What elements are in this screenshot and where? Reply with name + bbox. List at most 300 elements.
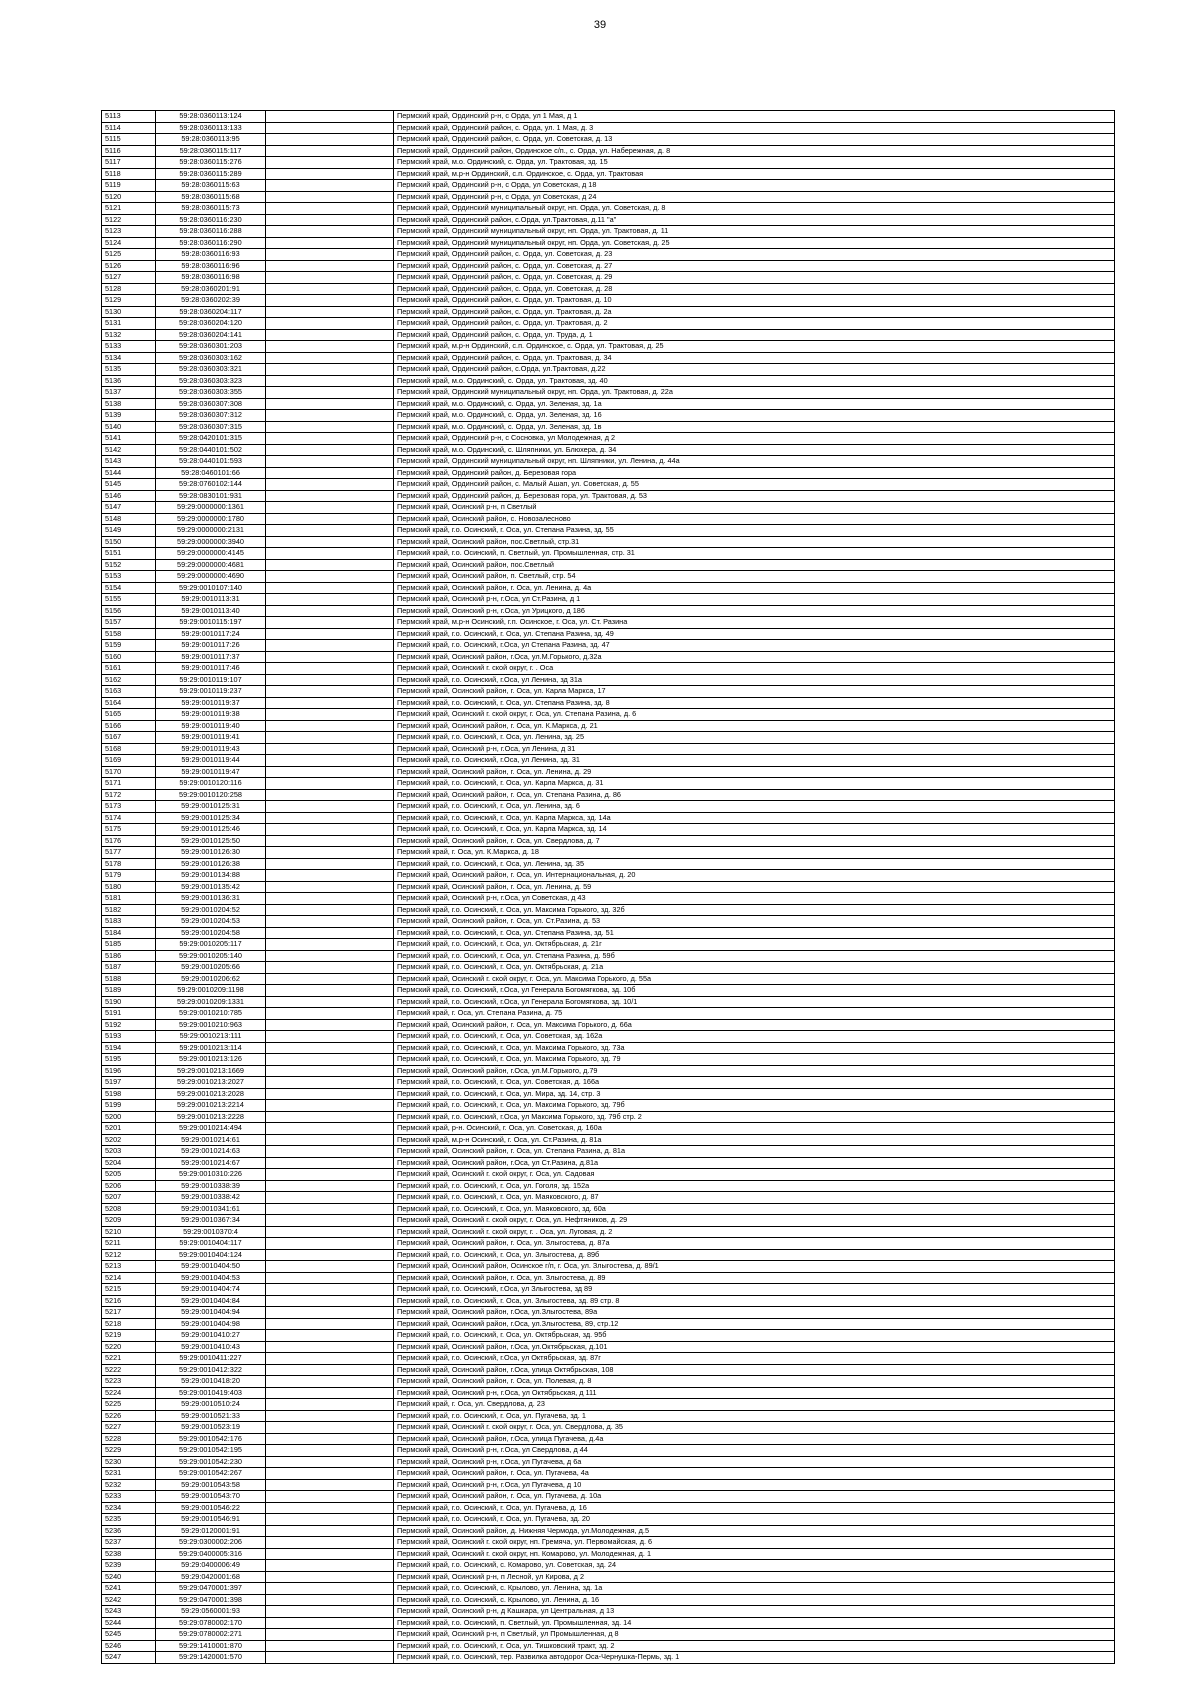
table-row [102,249,1115,261]
table-row [102,904,1115,916]
row-number-cell: 5117 [102,157,156,169]
table-row [102,444,1115,456]
empty-cell [266,1065,394,1077]
row-number-cell: 5222 [102,1364,156,1376]
address-cell: Пермский край, Ординский район, с. Орда, ул. Советская, д. 23 [394,249,1115,261]
row-number-cell: 5233 [102,1491,156,1503]
cadastral-number-cell: 59:29:0010136:31 [156,893,266,905]
page-number: 39 [593,19,607,31]
address-cell: Пермский край, г.о. Осинский, г.Оса, ул Максима Горького, зд. 79б стр. 2 [394,1111,1115,1123]
empty-cell [266,249,394,261]
cadastral-number-cell: 59:29:0010119:43 [156,743,266,755]
cadastral-number-cell: 59:28:0360307:312 [156,410,266,422]
address-cell: Пермский край, Ординский район, с. Орда, ул. Трактовая, д. 2а [394,306,1115,318]
row-number-cell: 5114 [102,122,156,134]
row-number-cell: 5243 [102,1606,156,1618]
empty-cell [266,502,394,514]
row-number-cell: 5225 [102,1399,156,1411]
table-row [102,467,1115,479]
row-number-cell: 5208 [102,1203,156,1215]
table-row [102,674,1115,686]
empty-cell [266,1054,394,1066]
table-row [102,1548,1115,1560]
cadastral-number-cell: 59:29:0010404:124 [156,1249,266,1261]
empty-cell [266,1583,394,1595]
row-number-cell: 5174 [102,812,156,824]
row-number-cell: 5149 [102,525,156,537]
cadastral-number-cell: 59:29:0010125:50 [156,835,266,847]
row-number-cell: 5164 [102,697,156,709]
row-number-cell: 5166 [102,720,156,732]
cadastral-number-cell: 59:29:0010213:114 [156,1042,266,1054]
cadastral-number-cell: 59:29:0010370:4 [156,1226,266,1238]
cadastral-number-cell: 59:29:0010213:2228 [156,1111,266,1123]
row-number-cell: 5113 [102,111,156,123]
table-row [102,318,1115,330]
row-number-cell: 5148 [102,513,156,525]
cadastral-number-cell: 59:29:0010135:42 [156,881,266,893]
table-row [102,686,1115,698]
empty-cell [266,1157,394,1169]
address-cell: Пермский край, Осинский р-н, г.Оса, ул Ст.Разина, д 1 [394,594,1115,606]
empty-cell [266,1376,394,1388]
cadastral-number-cell: 59:29:0000000:4681 [156,559,266,571]
address-cell: Пермский край, м.р-н Ординский, с.п. Ординское, с. Орда, ул. Трактовая [394,168,1115,180]
empty-cell [266,1422,394,1434]
address-cell: Пермский край, г.о. Осинский, г. Оса, ул. Пугачева, зд. 1 [394,1410,1115,1422]
table-row [102,789,1115,801]
cadastral-number-cell: 59:29:0010214:67 [156,1157,266,1169]
row-number-cell: 5120 [102,191,156,203]
cadastral-number-cell: 59:29:0010120:116 [156,778,266,790]
cadastral-number-cell: 59:28:0360113:95 [156,134,266,146]
table-row [102,237,1115,249]
row-number-cell: 5154 [102,582,156,594]
cadastral-number-cell: 59:29:0010117:26 [156,640,266,652]
cadastral-number-cell: 59:29:0000000:1361 [156,502,266,514]
cadastral-number-cell: 59:29:0010542:195 [156,1445,266,1457]
row-number-cell: 5162 [102,674,156,686]
address-cell: Пермский край, Ординский район, с. Орда, ул. 1 Мая, д. 3 [394,122,1115,134]
empty-cell [266,1123,394,1135]
row-number-cell: 5193 [102,1031,156,1043]
empty-cell [266,927,394,939]
cadastral-number-cell: 59:28:0360115:289 [156,168,266,180]
address-cell: Пермский край, г.о. Осинский, г. Оса, ул. Маяковского, зд. 60а [394,1203,1115,1215]
row-number-cell: 5155 [102,594,156,606]
cadastral-number-cell: 59:28:0360116:98 [156,272,266,284]
cadastral-number-cell: 59:29:0010404:98 [156,1318,266,1330]
empty-cell [266,939,394,951]
cadastral-number-cell: 59:29:0780002:170 [156,1617,266,1629]
cadastral-number-cell: 59:29:0010341:61 [156,1203,266,1215]
address-cell: Пермский край, г.о. Осинский, г. Оса, ул. Максима Горького, зд. 79 [394,1054,1115,1066]
empty-cell [266,985,394,997]
empty-cell [266,548,394,560]
row-number-cell: 5128 [102,283,156,295]
row-number-cell: 5239 [102,1560,156,1572]
cadastral-number-cell: 59:29:0010404:94 [156,1307,266,1319]
address-cell: Пермский край, г. Оса, ул. Свердлова, д. 23 [394,1399,1115,1411]
row-number-cell: 5207 [102,1192,156,1204]
row-number-cell: 5179 [102,870,156,882]
table-row [102,1261,1115,1273]
table-row [102,1491,1115,1503]
cadastral-number-cell: 59:29:1410001:870 [156,1640,266,1652]
table-row [102,433,1115,445]
cadastral-number-cell: 59:28:0830101:931 [156,490,266,502]
row-number-cell: 5186 [102,950,156,962]
table-row [102,594,1115,606]
table-row [102,283,1115,295]
table-row [102,605,1115,617]
cadastral-number-cell: 59:29:0010213:2027 [156,1077,266,1089]
table-row [102,1456,1115,1468]
address-cell: Пермский край, Ординский р-н, с Орда, ул 1 Мая, д 1 [394,111,1115,123]
row-number-cell: 5156 [102,605,156,617]
address-cell: Пермский край, м.о. Ординский, с. Орда, ул. Трактовая, зд. 40 [394,375,1115,387]
row-number-cell: 5205 [102,1169,156,1181]
table-row [102,1652,1115,1664]
table-row [102,743,1115,755]
cadastral-number-cell: 59:29:0010209:1198 [156,985,266,997]
cadastral-number-cell: 59:29:0120001:91 [156,1525,266,1537]
table-row [102,617,1115,629]
row-number-cell: 5215 [102,1284,156,1296]
cadastral-number-cell: 59:29:0010117:46 [156,663,266,675]
cadastral-number-cell: 59:28:0760102:144 [156,479,266,491]
address-cell: Пермский край, Ординский район, д. Березовая гора, ул. Трактовая, д. 53 [394,490,1115,502]
table-row [102,1226,1115,1238]
empty-cell [266,1134,394,1146]
empty-cell [266,617,394,629]
address-cell: Пермский край, Ординский муниципальный округ, нп. Шляпники, ул. Ленина, д. 44а [394,456,1115,468]
empty-cell [266,594,394,606]
table-row [102,1318,1115,1330]
cadastral-number-cell: 59:29:0010205:66 [156,962,266,974]
cadastral-number-cell: 59:29:0010119:37 [156,697,266,709]
cadastral-number-cell: 59:29:0010205:140 [156,950,266,962]
table-row [102,1146,1115,1158]
cadastral-number-cell: 59:29:0420001:68 [156,1571,266,1583]
cadastral-number-cell: 59:28:0360204:120 [156,318,266,330]
address-cell: Пермский край, Ординский район, Ординское с/п., с. Орда, ул. Набережная, д. 8 [394,145,1115,157]
table-row [102,1157,1115,1169]
empty-cell [266,341,394,353]
row-number-cell: 5196 [102,1065,156,1077]
row-number-cell: 5238 [102,1548,156,1560]
table-row [102,824,1115,836]
row-number-cell: 5229 [102,1445,156,1457]
table-row [102,525,1115,537]
empty-cell [266,916,394,928]
address-cell: Пермский край, Ординский р-н, с Орда, ул Советская, д 18 [394,180,1115,192]
table-row [102,1215,1115,1227]
cadastral-number-cell: 59:29:0010521:33 [156,1410,266,1422]
cadastral-number-cell: 59:28:0360116:288 [156,226,266,238]
empty-cell [266,743,394,755]
row-number-cell: 5231 [102,1468,156,1480]
row-number-cell: 5172 [102,789,156,801]
address-cell: Пермский край, г.о. Осинский, г.Оса, ул Генерала Богомягкова, зд. 10б [394,985,1115,997]
empty-cell [266,433,394,445]
address-cell: Пермский край, Ординский район, с.Орда, ул.Трактовая, д.22 [394,364,1115,376]
address-cell: Пермский край, Ординский район, с. Орда, ул. Советская, д. 28 [394,283,1115,295]
address-cell: Пермский край, Осинский район, г.Оса, ул.Злыгостева, 89, стр.12 [394,1318,1115,1330]
table-row [102,1399,1115,1411]
cadastral-number-cell: 59:29:0010412:322 [156,1364,266,1376]
table-row [102,766,1115,778]
empty-cell [266,881,394,893]
empty-cell [266,732,394,744]
cadastral-number-cell: 59:29:0010542:176 [156,1433,266,1445]
address-cell: Пермский край, г.о. Осинский, г.Оса, ул Злыгостева, зд 89 [394,1284,1115,1296]
address-cell: Пермский край, г.о. Осинский, г. Оса, ул. Пугачева, зд. 20 [394,1514,1115,1526]
empty-cell [266,1456,394,1468]
row-number-cell: 5159 [102,640,156,652]
address-cell: Пермский край, г.о. Осинский, г. Оса, ул. Максима Горького, зд. 32б [394,904,1115,916]
table-row [102,939,1115,951]
table-row [102,203,1115,215]
cadastral-number-cell: 59:29:0470001:397 [156,1583,266,1595]
table-row [102,479,1115,491]
cadastral-number-cell: 59:29:0010210:785 [156,1008,266,1020]
row-number-cell: 5119 [102,180,156,192]
address-cell: Пермский край, г.о. Осинский, г. Оса, ул. Злыгостева, д. 89б [394,1249,1115,1261]
address-cell: Пермский край, Осинский район, п. Светлый, стр. 54 [394,571,1115,583]
address-cell: Пермский край, г.о. Осинский, г. Оса, ул. Октябрьская, д. 21г [394,939,1115,951]
empty-cell [266,1146,394,1158]
row-number-cell: 5201 [102,1123,156,1135]
cadastral-number-cell: 59:29:0010126:38 [156,858,266,870]
row-number-cell: 5175 [102,824,156,836]
address-cell: Пермский край, г.о. Осинский, п. Светлый, ул. Промышленная, зд. 14 [394,1617,1115,1629]
table-row [102,927,1115,939]
cadastral-number-cell: 59:29:0010310:226 [156,1169,266,1181]
empty-cell [266,858,394,870]
cadastral-number-cell: 59:28:0360115:276 [156,157,266,169]
row-number-cell: 5178 [102,858,156,870]
address-cell: Пермский край, г.о. Осинский, г.Оса, ул Октябрьская, зд. 87г [394,1353,1115,1365]
empty-cell [266,1111,394,1123]
address-cell: Пермский край, Осинский г. ской округ, нп. Комарово, ул. Молодежная, д. 1 [394,1548,1115,1560]
row-number-cell: 5184 [102,927,156,939]
empty-cell [266,1468,394,1480]
row-number-cell: 5134 [102,352,156,364]
table-row [102,858,1115,870]
address-cell: Пермский край, г.о. Осинский, г. Оса, ул. Октябрьская, д. 21а [394,962,1115,974]
row-number-cell: 5227 [102,1422,156,1434]
table-row [102,1341,1115,1353]
empty-cell [266,801,394,813]
empty-cell [266,1353,394,1365]
address-cell: Пермский край, Ординский район, с. Орда, ул. Труда, д. 1 [394,329,1115,341]
row-number-cell: 5153 [102,571,156,583]
empty-cell [266,847,394,859]
row-number-cell: 5204 [102,1157,156,1169]
table-row [102,134,1115,146]
address-cell: Пермский край, Осинский р-н, г.Оса, ул Октябрьская, д 111 [394,1387,1115,1399]
address-cell: Пермский край, Ординский муниципальный округ, нп. Орда, ул. Трактовая, д. 22а [394,387,1115,399]
table-row [102,1054,1115,1066]
address-cell: Пермский край, Ординский муниципальный округ, нп. Орда, ул. Советская, д. 25 [394,237,1115,249]
empty-cell [266,490,394,502]
table-row [102,536,1115,548]
address-cell: Пермский край, г.о. Осинский, г.Оса, ул Степана Разина, зд. 47 [394,640,1115,652]
cadastral-number-cell: 59:29:0000000:1780 [156,513,266,525]
empty-cell [266,1077,394,1089]
row-number-cell: 5122 [102,214,156,226]
table-row [102,1330,1115,1342]
empty-cell [266,1606,394,1618]
empty-cell [266,191,394,203]
table-row [102,1571,1115,1583]
row-number-cell: 5198 [102,1088,156,1100]
table-row [102,1307,1115,1319]
table-row [102,272,1115,284]
cadastral-number-cell: 59:29:0010214:61 [156,1134,266,1146]
cadastral-number-cell: 59:29:0010113:31 [156,594,266,606]
empty-cell [266,893,394,905]
row-number-cell: 5123 [102,226,156,238]
empty-cell [266,375,394,387]
empty-cell [266,214,394,226]
cadastral-number-cell: 59:28:0360116:230 [156,214,266,226]
empty-cell [266,674,394,686]
empty-cell [266,306,394,318]
address-cell: Пермский край, г.о. Осинский, г. Оса, ул. Степана Разина, зд. 49 [394,628,1115,640]
row-number-cell: 5173 [102,801,156,813]
empty-cell [266,1100,394,1112]
cadastral-number-cell: 59:29:0010410:43 [156,1341,266,1353]
row-number-cell: 5132 [102,329,156,341]
row-number-cell: 5203 [102,1146,156,1158]
row-number-cell: 5151 [102,548,156,560]
empty-cell [266,812,394,824]
table-row [102,214,1115,226]
table-row [102,916,1115,928]
row-number-cell: 5115 [102,134,156,146]
empty-cell [266,145,394,157]
row-number-cell: 5125 [102,249,156,261]
address-cell: Пермский край, м.о. Ординский, с. Орда, ул. Трактовая, зд. 15 [394,157,1115,169]
empty-cell [266,1330,394,1342]
cadastral-number-cell: 59:29:0010117:24 [156,628,266,640]
empty-cell [266,1284,394,1296]
address-cell: Пермский край, Осинский г. ской округ, г. Оса, ул. Нефтяников, д. 29 [394,1215,1115,1227]
cadastral-number-cell: 59:29:0010404:53 [156,1272,266,1284]
row-number-cell: 5127 [102,272,156,284]
address-cell: Пермский край, Осинский район, г. Оса, ул. Злыгостева, д. 89 [394,1272,1115,1284]
row-number-cell: 5160 [102,651,156,663]
address-cell: Пермский край, Осинский район, г. Оса, ул. Полевая, д. 8 [394,1376,1115,1388]
address-cell: Пермский край, Осинский р-н, п Светлый [394,502,1115,514]
cadastral-number-cell: 59:29:0010125:34 [156,812,266,824]
cadastral-number-cell: 59:29:0010134:88 [156,870,266,882]
row-number-cell: 5245 [102,1629,156,1641]
empty-cell [266,904,394,916]
empty-cell [266,1226,394,1238]
row-number-cell: 5194 [102,1042,156,1054]
empty-cell [266,824,394,836]
address-cell: Пермский край, г.о. Осинский, г. Оса, ул. Мира, зд. 14, стр. 3 [394,1088,1115,1100]
empty-cell [266,766,394,778]
empty-cell [266,467,394,479]
table-row [102,812,1115,824]
address-cell: Пермский край, г. Оса, ул. Степана Разина, д. 75 [394,1008,1115,1020]
row-number-cell: 5185 [102,939,156,951]
registry-body [102,111,1115,1664]
address-cell: Пермский край, г.о. Осинский, г. Оса, ул. Максима Горького, зд. 79б [394,1100,1115,1112]
empty-cell [266,1514,394,1526]
table-row [102,168,1115,180]
address-cell: Пермский край, Осинский р-н, г.Оса, ул Пугачева, д 10 [394,1479,1115,1491]
table-row [102,1031,1115,1043]
cadastral-number-cell: 59:29:0010213:2214 [156,1100,266,1112]
empty-cell [266,640,394,652]
table-row [102,1606,1115,1618]
address-cell: Пермский край, г. Оса, ул. К.Маркса, д. 18 [394,847,1115,859]
empty-cell [266,456,394,468]
address-cell: Пермский край, Осинский г. ской округ, г. Оса, ул. Свердлова, д. 35 [394,1422,1115,1434]
address-cell: Пермский край, Осинский р-н, г.Оса, ул Ленина, д 31 [394,743,1115,755]
row-number-cell: 5147 [102,502,156,514]
address-cell: Пермский край, г.о. Осинский, г. Оса, ул. Октябрьская, зд. 95б [394,1330,1115,1342]
address-cell: Пермский край, Осинский район, г. Оса, ул. Максима Горького, д. 66а [394,1019,1115,1031]
cadastral-number-cell: 59:29:0010125:46 [156,824,266,836]
empty-cell [266,1042,394,1054]
table-row [102,571,1115,583]
row-number-cell: 5209 [102,1215,156,1227]
table-row [102,352,1115,364]
row-number-cell: 5118 [102,168,156,180]
cadastral-number-cell: 59:28:0360113:133 [156,122,266,134]
cadastral-number-cell: 59:29:0010418:20 [156,1376,266,1388]
address-cell: Пермский край, Осинский район, с. Новозалесново [394,513,1115,525]
cadastral-number-cell: 59:29:0010206:62 [156,973,266,985]
row-number-cell: 5180 [102,881,156,893]
empty-cell [266,1410,394,1422]
cadastral-number-cell: 59:29:0010338:42 [156,1192,266,1204]
cadastral-number-cell: 59:29:0470001:398 [156,1594,266,1606]
row-number-cell: 5135 [102,364,156,376]
empty-cell [266,318,394,330]
cadastral-number-cell: 59:28:0360113:124 [156,111,266,123]
table-row [102,640,1115,652]
table-row [102,1169,1115,1181]
table-row [102,1422,1115,1434]
table-row [102,962,1115,974]
empty-cell [266,444,394,456]
empty-cell [266,755,394,767]
empty-cell [266,410,394,422]
table-row [102,1123,1115,1135]
row-number-cell: 5133 [102,341,156,353]
cadastral-number-cell: 59:29:0010204:58 [156,927,266,939]
table-row [102,1502,1115,1514]
address-cell: Пермский край, Ординский р-н, с Орда, ул Советская, д 24 [394,191,1115,203]
address-cell: Пермский край, г.о. Осинский, с. Комарово, ул. Советская, зд. 24 [394,1560,1115,1572]
row-number-cell: 5171 [102,778,156,790]
empty-cell [266,1640,394,1652]
table-row [102,1295,1115,1307]
address-cell: Пермский край, Ординский район, с. Орда, ул. Трактовая, д. 34 [394,352,1115,364]
address-cell: Пермский край, г.о. Осинский, г. Оса, ул. Карла Маркса, зд. 14 [394,824,1115,836]
empty-cell [266,950,394,962]
empty-cell [266,421,394,433]
address-cell: Пермский край, Осинский район, г. Оса, ул. Ленина, д. 4а [394,582,1115,594]
empty-cell [266,962,394,974]
